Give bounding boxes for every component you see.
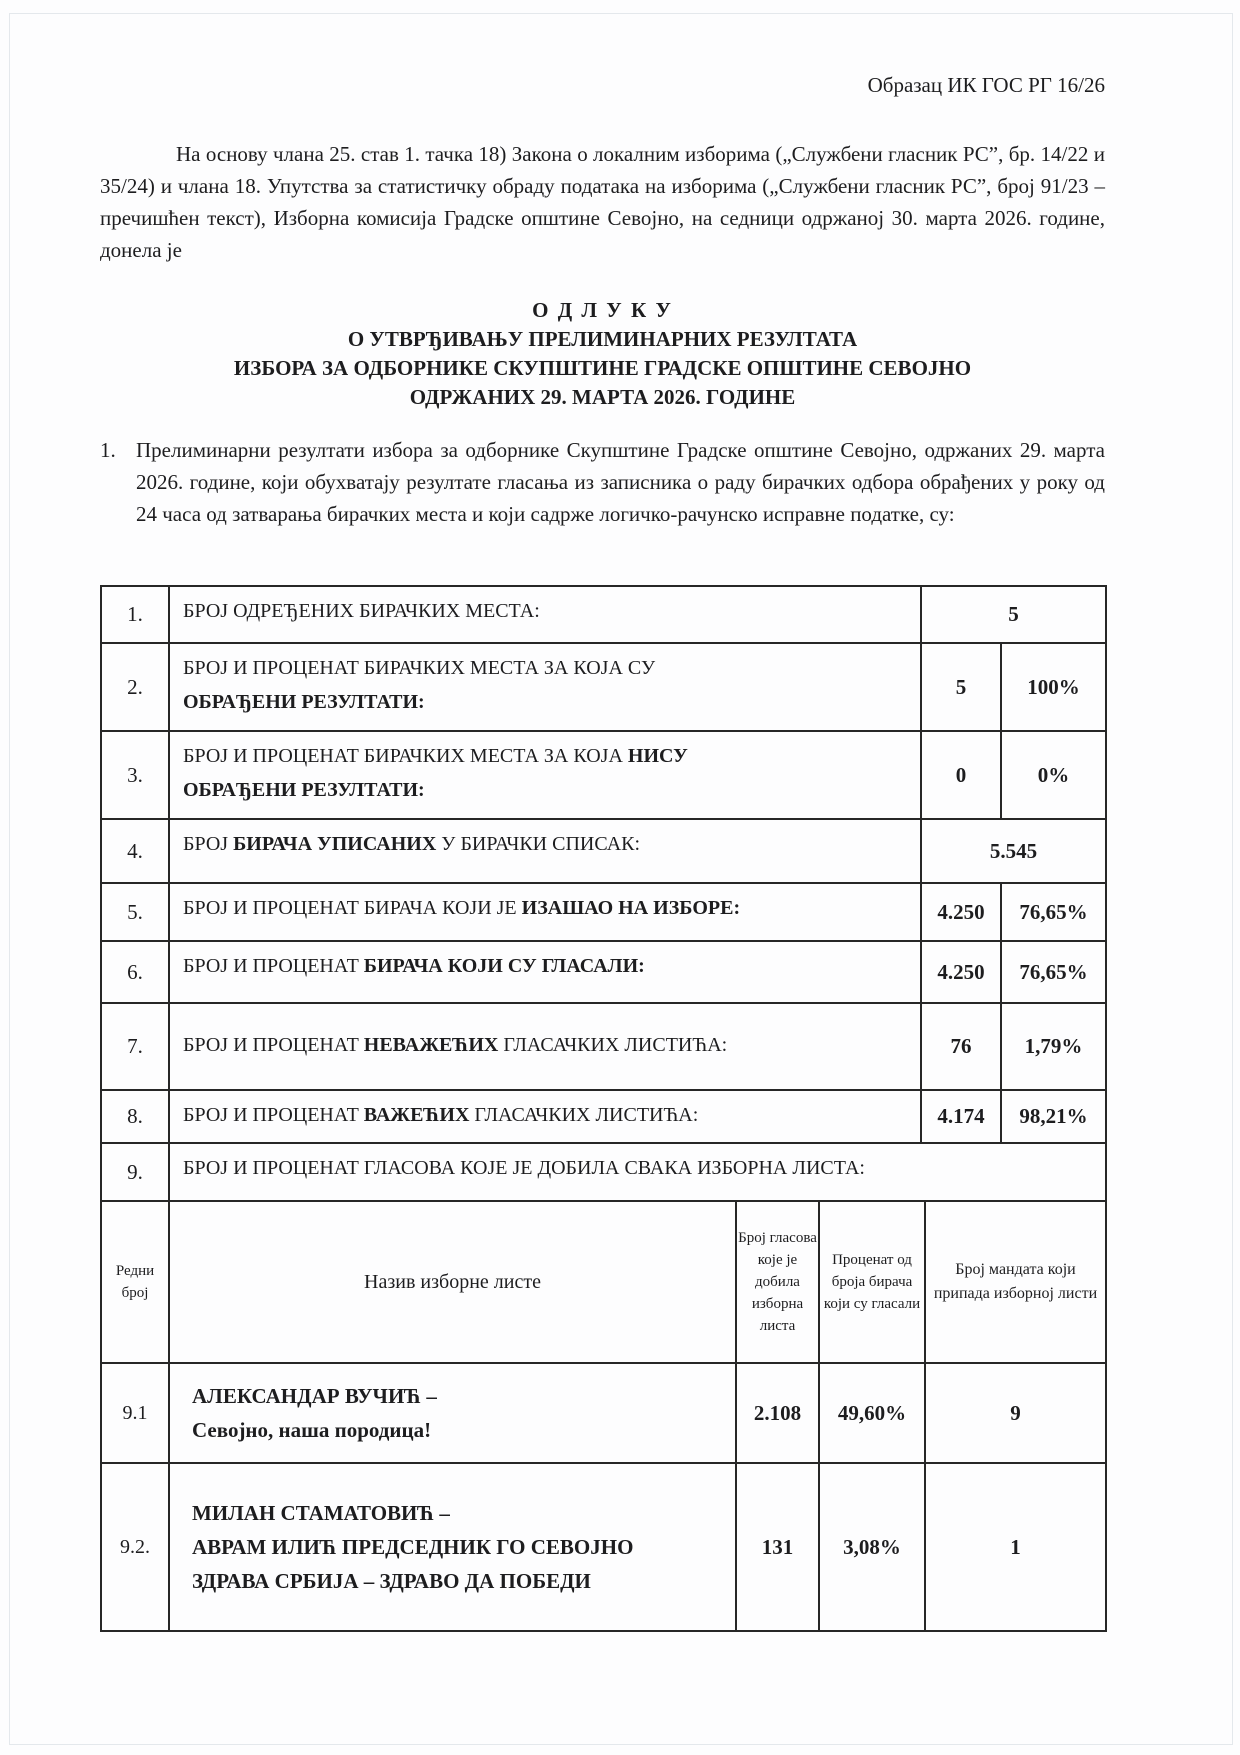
- row-label: БРОЈ И ПРОЦЕНАТ БИРАЧА КОЈИ СУ ГЛАСАЛИ:: [169, 941, 921, 1003]
- list-row: [101, 1363, 1106, 1463]
- header-list-name: Назив изборне листе: [169, 1201, 736, 1363]
- results-summary-table: [100, 585, 1107, 1202]
- table-row: [101, 1143, 1106, 1201]
- decision-title-line3: ИЗБОРА ЗА ОДБОРНИКЕ СКУПШТИНЕ ГРАДСКЕ ОПШТИНЕ СЕВОЈНО: [233, 356, 972, 380]
- document-content: [100, 0, 1105, 1632]
- list-ordinal: 9.1: [101, 1363, 169, 1463]
- decision-title-word: О Д Л У К У: [532, 298, 673, 322]
- lists-header-row: [101, 1201, 1106, 1363]
- row-number: 3.: [101, 731, 169, 819]
- table-row: [101, 1090, 1106, 1143]
- decision-title-line4: ОДРЖАНИХ 29. МАРТА 2026. ГОДИНЕ: [409, 385, 796, 409]
- electoral-lists-table: [100, 1200, 1107, 1632]
- row-number: 5.: [101, 883, 169, 941]
- intro-paragraph: На основу члана 25. став 1. тачка 18) Закона о локалним изборима („Службени гласник РС”, бр. 14/22 и 35/24) и члана 18. Упутства за статистичку обраду података на изборима („Службени гласник РС”, број 91/23 – пречишћен текст), Изборна комисија Градске општине Севојно, на седници одржаној 30. марта 2026. године, донела је: [100, 142, 1105, 262]
- row-value: 5.545: [921, 819, 1106, 883]
- row-percent: 1,79%: [1001, 1003, 1106, 1090]
- header-votes: Број гласова које је добила изборна листа: [736, 1201, 819, 1363]
- table-row: [101, 731, 1106, 819]
- list-mandates: 1: [925, 1463, 1106, 1631]
- row-number: 1.: [101, 586, 169, 643]
- header-mandates: Број мандата који припада изборној листи: [925, 1201, 1106, 1363]
- row-value: 4.174: [921, 1090, 1001, 1143]
- row-label: БРОЈ И ПРОЦЕНАТ ВАЖЕЋИХ ГЛАСАЧКИХ ЛИСТИЋА:: [169, 1090, 921, 1143]
- decision-title-line2: О УТВРЂИВАЊУ ПРЕЛИМИНАРНИХ РЕЗУЛТАТА: [347, 327, 858, 351]
- form-code: Образац ИК ГОС РГ 16/26: [867, 73, 1105, 97]
- row-value: 4.250: [921, 941, 1001, 1003]
- row-label: БРОЈ И ПРОЦЕНАТ НЕВАЖЕЋИХ ГЛАСАЧКИХ ЛИСТИЋА:: [169, 1003, 921, 1090]
- table-row: [101, 643, 1106, 731]
- row-percent: 100%: [1001, 643, 1106, 731]
- list-votes: 2.108: [736, 1363, 819, 1463]
- item-1-text: Прелиминарни резултати избора за одборнике Скупштине Градске општине Севојно, одржаних 29. марта 2026. године, који обухватају резултате гласања из записника о раду бирачких одбора обрађених у року од 24 часа од затварања бирачких места и који садрже логичко-рачунско исправне податке, су:: [136, 438, 1105, 526]
- item-1-number: 1.: [100, 438, 116, 462]
- row-value: 5: [921, 643, 1001, 731]
- list-percent: 49,60%: [819, 1363, 925, 1463]
- list-votes: 131: [736, 1463, 819, 1631]
- item-1: [100, 434, 1105, 530]
- list-row: [101, 1463, 1106, 1631]
- row-percent: 98,21%: [1001, 1090, 1106, 1143]
- table-row: [101, 883, 1106, 941]
- row-percent: 76,65%: [1001, 883, 1106, 941]
- row-value: 5: [921, 586, 1106, 643]
- row-label: БРОЈ БИРАЧА УПИСАНИХ У БИРАЧКИ СПИСАК:: [169, 819, 921, 883]
- table-row: [101, 819, 1106, 883]
- row-number: 2.: [101, 643, 169, 731]
- list-mandates: 9: [925, 1363, 1106, 1463]
- row-number: 4.: [101, 819, 169, 883]
- row-value: 4.250: [921, 883, 1001, 941]
- list-ordinal: 9.2.: [101, 1463, 169, 1631]
- list-percent: 3,08%: [819, 1463, 925, 1631]
- decision-title: [100, 296, 1105, 412]
- row-label: БРОЈ И ПРОЦЕНАТ БИРАЧКИХ МЕСТА ЗА КОЈА НИСУ ОБРАЂЕНИ РЕЗУЛТАТИ:: [169, 731, 921, 819]
- table-row: [101, 941, 1106, 1003]
- header-ordinal: Редни број: [101, 1201, 169, 1363]
- row-label: БРОЈ И ПРОЦЕНАТ БИРАЧА КОЈИ ЈЕ ИЗАШАО НА ИЗБОРЕ:: [169, 883, 921, 941]
- list-name: АЛЕКСАНДАР ВУЧИЋ – Севојно, наша породица!: [169, 1363, 736, 1463]
- row-number: 9.: [101, 1143, 169, 1201]
- row-percent: 76,65%: [1001, 941, 1106, 1003]
- row-label: БРОЈ ОДРЕЂЕНИХ БИРАЧКИХ МЕСТА:: [169, 586, 921, 643]
- row-label: БРОЈ И ПРОЦЕНАТ БИРАЧКИХ МЕСТА ЗА КОЈА СУ ОБРАЂЕНИ РЕЗУЛТАТИ:: [169, 643, 921, 731]
- table-row: [101, 586, 1106, 643]
- row-number: 8.: [101, 1090, 169, 1143]
- row-number: 6.: [101, 941, 169, 1003]
- header-percent: Проценат од броја бирача који су гласали: [819, 1201, 925, 1363]
- list-name: МИЛАН СТАМАТОВИЋ – АВРАМ ИЛИЋ ПРЕДСЕДНИК ГО СЕВОЈНО ЗДРАВА СРБИЈА – ЗДРАВО ДА ПОБЕДИ: [169, 1463, 736, 1631]
- row-value: 76: [921, 1003, 1001, 1090]
- row-percent: 0%: [1001, 731, 1106, 819]
- row-value: 0: [921, 731, 1001, 819]
- row-label: БРОЈ И ПРОЦЕНАТ ГЛАСОВА КОЈЕ ЈЕ ДОБИЛА СВАКА ИЗБОРНА ЛИСТА:: [169, 1143, 1106, 1201]
- table-row: [101, 1003, 1106, 1090]
- row-number: 7.: [101, 1003, 169, 1090]
